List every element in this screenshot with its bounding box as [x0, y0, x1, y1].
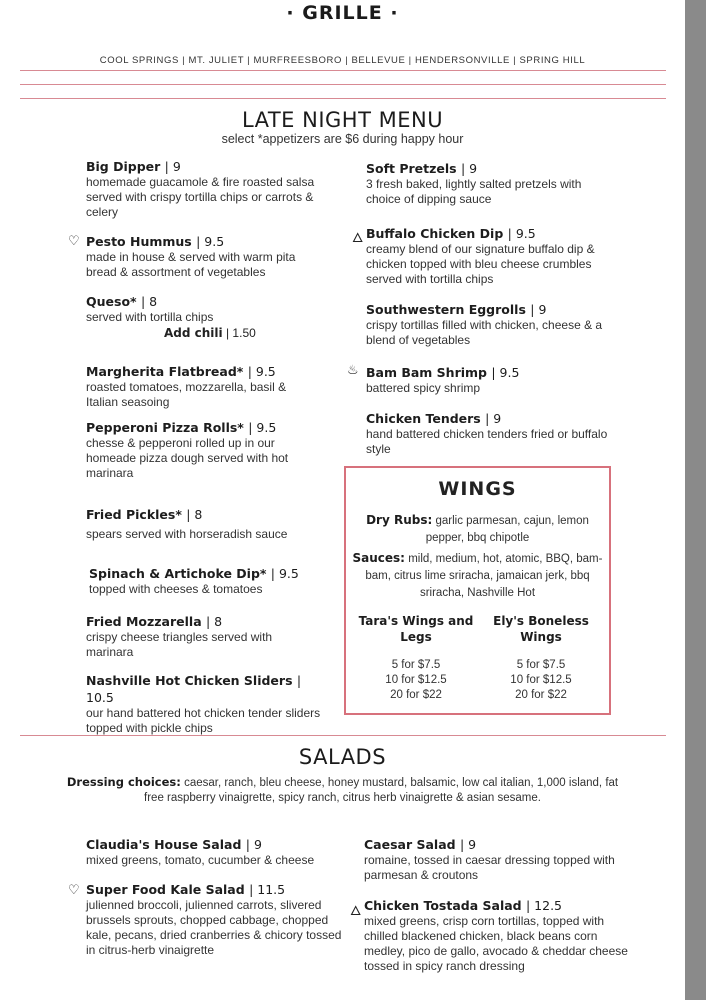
divider-line — [20, 735, 666, 736]
menu-item-nashville-hot-chicken-sliders: Nashville Hot Chicken Sliders | 10.5 our hand battered hot chicken tender sliders topped with pickle chips — [86, 673, 321, 735]
wings-title: WINGS — [438, 478, 517, 500]
menu-item-southwestern-eggrolls: Southwestern Eggrolls | 9 crispy tortillas filled with chicken, cheese & a blend of vegetables — [366, 302, 603, 347]
divider-line — [20, 84, 666, 85]
wings-dry-rubs: Dry Rubs: garlic parmesan, cajun, lemon pepper, bbq chipotle — [366, 513, 589, 544]
menu-item-chicken-tostada-salad: Chicken Tostada Salad | 12.5 mixed greens, crisp corn tortillas, topped with chilled blackened chicken, black beans corn medley, pico de gallo, avocado & cheddar cheese tossed in spicy ranch dressing — [364, 898, 628, 973]
menu-item-pepperoni-pizza-rolls: Pepperoni Pizza Rolls* | 9.5 chesse & pepperoni rolled up in our homeade pizza dough served with hot marinara — [86, 420, 289, 480]
locations-list: COOL SPRINGS | MT. JULIET | MURFREESBORO | BELLEVUE | HENDERSONVILLE | SPRING HILL — [99, 55, 586, 66]
wings-col-elys: Ely's Boneless Wings 5 for $7.5 10 for $12.5 20 for $22 — [493, 614, 589, 701]
divider-line — [20, 98, 666, 99]
menu-item-soft-pretzels: Soft Pretzels | 9 3 fresh baked, lightly salted pretzels with choice of dipping sauce — [366, 161, 582, 206]
brand-logo: · GRILLE · — [286, 2, 399, 24]
menu-item-queso: Queso* | 8 served with tortilla chips Add chili | 1.50 — [86, 293, 321, 341]
divider-line — [20, 70, 666, 71]
menu-item-fried-pickles: Fried Pickles* | 8 spears served with horseradish sauce — [86, 507, 288, 541]
menu-item-fried-mozzarella: Fried Mozzarella | 8 crispy cheese triangles served with marinara — [86, 614, 273, 659]
menu-item-spinach-artichoke-dip: Spinach & Artichoke Dip* | 9.5 topped with cheeses & tomatoes — [89, 566, 299, 596]
menu-item-buffalo-chicken-dip: Buffalo Chicken Dip | 9.5 creamy blend of our signature buffalo dip & chicken topped with bleu cheese crumbles served with tortilla chips — [366, 226, 595, 286]
menu-item-big-dipper: Big Dipper | 9 homemade guacamole & fire roasted salsa served with crispy tortilla chips or carrots & celery — [86, 159, 315, 219]
wings-box — [344, 466, 611, 715]
salads-title: SALADS — [298, 745, 387, 769]
menu-item-caesar-salad: Caesar Salad | 9 romaine, tossed in caesar dressing topped with parmesan & croutons — [364, 837, 615, 882]
menu-item-super-food-kale-salad: Super Food Kale Salad | 11.5 julienned broccoli, julienned carrots, slivered brussels sprouts, chopped cabbage, chopped kale, pecans, dried cranberries & chicory tossed in citrus-herb vinaigrette — [86, 882, 342, 957]
heart-icon: ♡ — [68, 882, 80, 897]
late-night-title: LATE NIGHT MENU — [241, 108, 444, 132]
dressing-choices: Dressing choices: caesar, ranch, bleu cheese, honey mustard, balsamic, low cal italian, 1,000 island, fat free raspberry vinaigrette, spicy ranch, citrus herb vinaigrette & asian sesame. — [66, 775, 619, 804]
flame-icon: 🜂 — [352, 230, 364, 245]
heart-icon: ♡ — [68, 233, 80, 248]
happy-hour-note: select *appetizers are $6 during happy hour — [221, 132, 464, 146]
menu-item-margherita-flatbread: Margherita Flatbread* | 9.5 roasted tomatoes, mozzarella, basil & Italian seasoing — [86, 364, 287, 409]
menu-item-claudias-house-salad: Claudia's House Salad | 9 mixed greens, tomato, cucumber & cheese — [86, 837, 315, 867]
page-edge-shadow — [685, 0, 706, 1000]
queso-addon: Add chili | 1.50 — [164, 326, 256, 340]
menu-item-pesto-hummus: Pesto Hummus | 9.5 made in house & served with warm pita bread & assortment of vegetables — [86, 234, 296, 279]
chef-hat-icon: ♨ — [347, 362, 359, 377]
wings-sauces: Sauces: mild, medium, hot, atomic, BBQ, bam-bam, citrus lime sriracha, jamaican jerk, bbq sriracha, Nashville Hot — [352, 551, 603, 599]
wings-col-taras: Tara's Wings and Legs 5 for $7.5 10 for $12.5 20 for $22 — [358, 614, 474, 701]
flame-icon: 🜂 — [350, 903, 362, 918]
menu-item-bam-bam-shrimp: Bam Bam Shrimp | 9.5 battered spicy shrimp — [366, 365, 520, 395]
menu-item-chicken-tenders: Chicken Tenders | 9 hand battered chicken tenders fried or buffalo style — [366, 411, 608, 456]
